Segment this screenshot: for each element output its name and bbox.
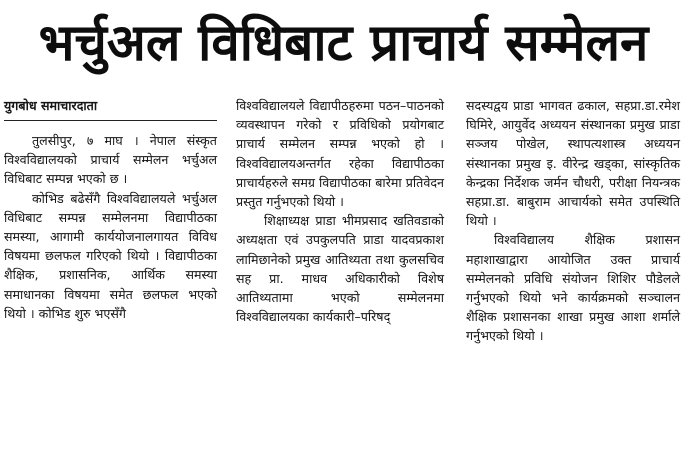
paragraph-university-management: विश्वविद्यालयले विद्यापीठहरुमा पठन–पाठनको व्यवस्थापन गरेको र प्रविधिको प्रयोगबाट प्राचार्य सम्मेलन सम्पन्न भएको हो । विश्वविद्यालयअन्तर्गत रहेका विद्यापीठका प्राचार्यहरुले समग्र विद्यापीठका बारेमा प्रतिवेदन प्रस्तुत गर्नुभएको थियो ।	[236, 98, 444, 210]
paragraph-chairmanship: शिक्षाध्यक्ष प्राडा भीमप्रसाद खतिवडाको अध्यक्षता एवं उपकुलपति प्राडा यादवप्रकाश लामिछानेको प्रमुख आतिथ्यता तथा कुलसचिव सह प्रा. माधव अधिकारीको विशेष आतिथ्यतामा भएको सम्मेलनमा विश्वविद्यालयका कार्यकारी–परिषद्	[236, 213, 444, 325]
paragraph-dateline: तुलसीपुर, ७ माघ । नेपाल संस्कृत विश्वविद्यालयको प्राचार्य सम्मेलन भर्चुअल विधिबाट सम्पन्न भएको छ ।	[4, 133, 217, 187]
byline: युगबोध समाचारदाता	[4, 96, 217, 121]
headline: भर्चुअल विधिबाट प्राचार्य सम्मेलन	[38, 14, 649, 73]
paragraph-covid-discussion: कोभिड बढेसँगै विश्वविद्यालयले भर्चुअल विधिबाट सम्पन्न सम्मेलनमा विद्यापीठका समस्या, आगामी कार्ययोजनालगायत विविध विषयमा छलफल गरिएको थियो । विद्यापीठका शैक्षिक, प्रशासनिक, आर्थिक समस्या समाधानका विषयमा समेत छलफल भएको थियो । कोभिड शुरु भएसँगै	[4, 190, 217, 321]
paragraph-attendees: सदस्यद्वय प्राडा भागवत ढकाल, सहप्रा.डा.रमेश घिमिरे, आयुर्वेद अध्ययन संस्थानका प्रमुख प्राडा सञ्जय पोखेल, स्थापत्यशास्त्र अध्ययन संस्थानका प्रमुख इ. वीरेन्द्र खड्का, सांस्कृतिक केन्द्रका निर्देशक जर्मन चौधरी, परीक्षा नियन्त्रक सहप्रा.डा. बाबुराम आचार्यको समेत उपस्थिति थियो ।	[466, 98, 680, 229]
article-column-1	[4, 96, 217, 323]
article-column-3	[466, 96, 680, 346]
article-column-2	[236, 96, 444, 326]
paragraph-organizers: विश्वविद्यालय शैक्षिक प्रशासन महाशाखाद्वारा आयोजित उक्त प्राचार्य सम्मेलनको प्रविधि संयोजन शिशिर पौडेलले गर्नुभएको थियो भने कार्यक्रमको सञ्चालन शैक्षिक प्रशासनका शाखा प्रमुख आशा शर्माले गर्नुभएको थियो ।	[466, 232, 680, 344]
